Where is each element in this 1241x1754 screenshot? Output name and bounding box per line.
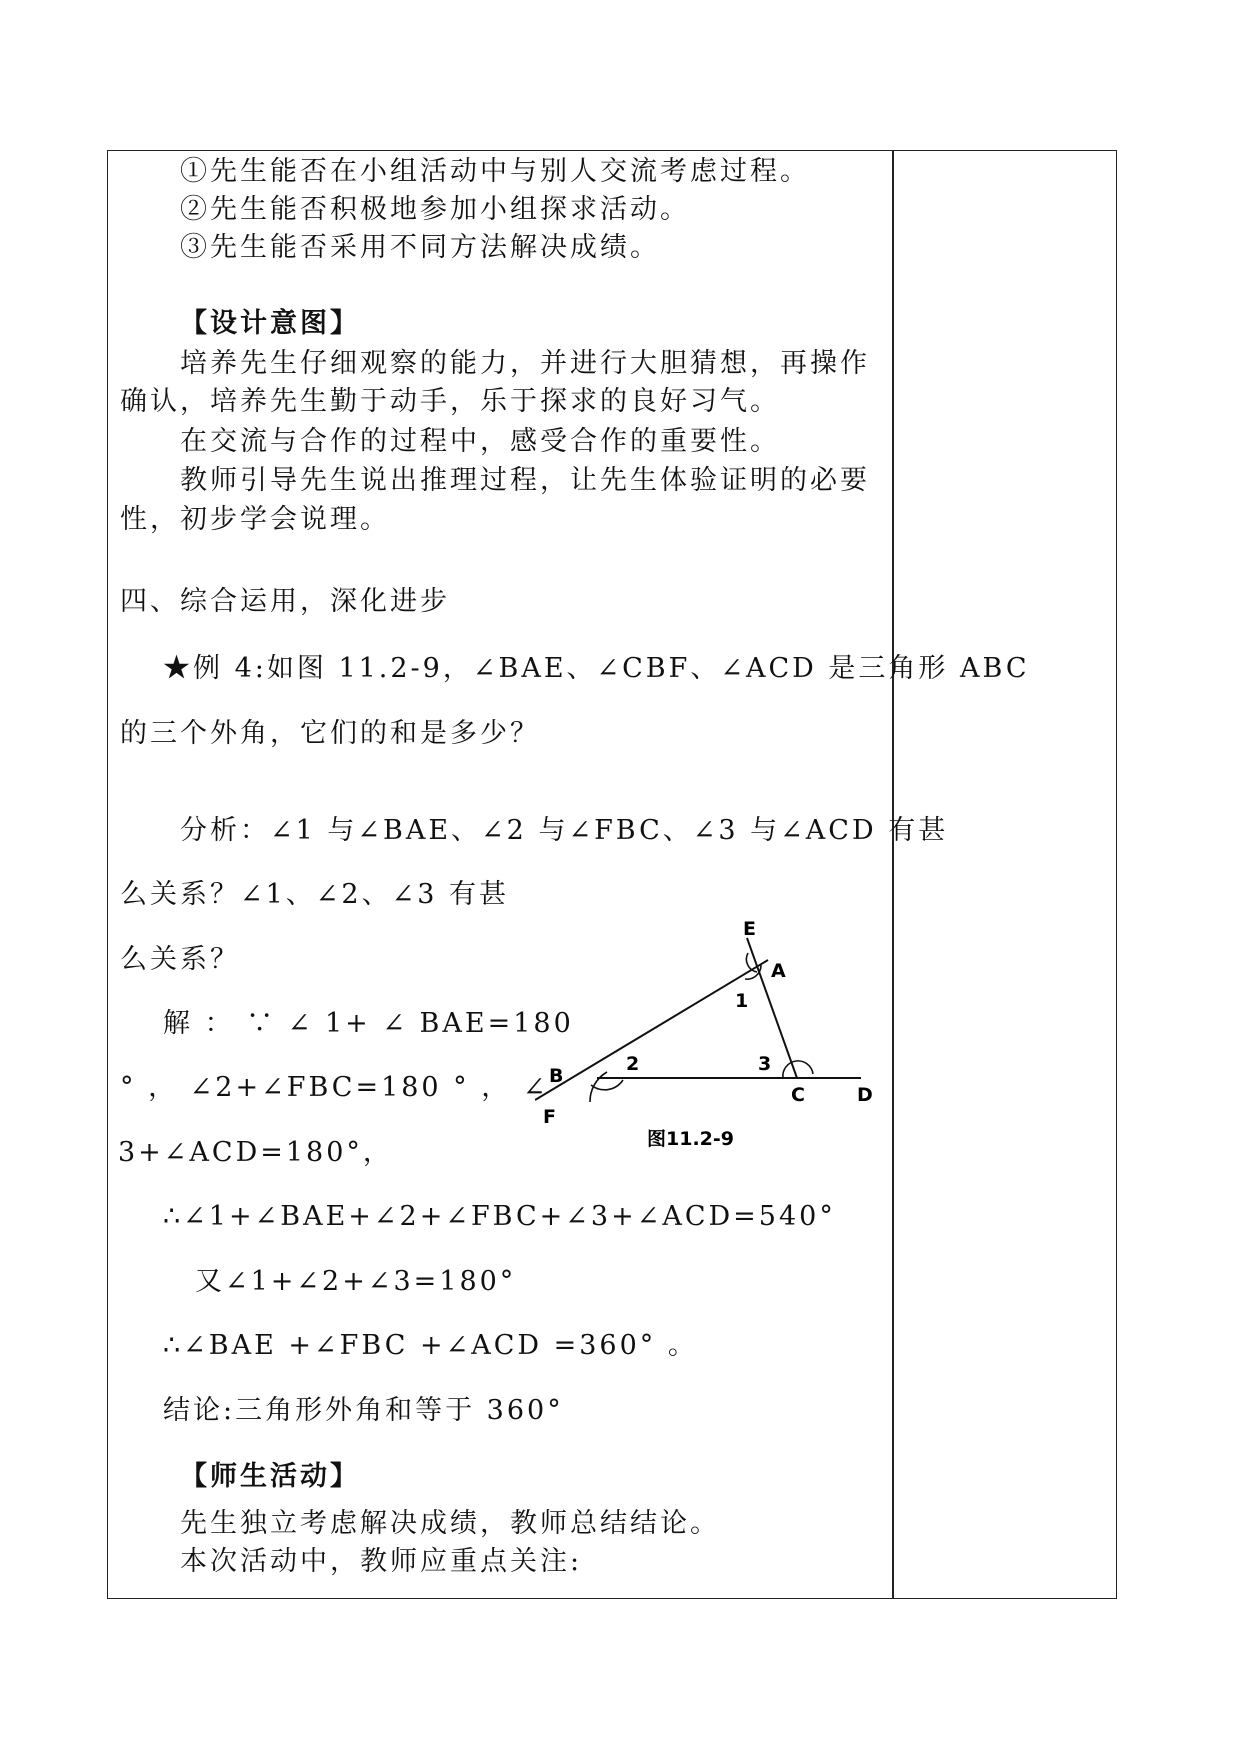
analysis-line-3: 么关系？ xyxy=(120,944,240,975)
solution-line-6: ∴∠BAE +∠FBC +∠ACD =360° 。 xyxy=(163,1330,698,1361)
design-intent-heading: 【设计意图】 xyxy=(180,308,360,339)
solution-line-2: ° ， ∠2+∠FBC=180 ° ， ∠ xyxy=(120,1072,549,1103)
triangle-figure xyxy=(535,915,895,1175)
criterion-2: ②先生能否积极地参加小组探求活动。 xyxy=(180,194,690,225)
label-a: A xyxy=(771,960,786,982)
design-line-5: 性，初步学会说理。 xyxy=(120,504,390,535)
solution-line-5: 又∠1+∠2+∠3=180° xyxy=(195,1266,517,1297)
label-e: E xyxy=(743,918,756,940)
example-4-line-2: 的三个外角，它们的和是多少？ xyxy=(120,718,540,749)
solution-line-1: 解 ： ∵ ∠ 1+ ∠ BAE=180 xyxy=(163,1008,574,1039)
solution-line-3: 3+∠ACD=180°， xyxy=(118,1137,393,1168)
analysis-line-2: 么关系？∠1、∠2、∠3 有甚 xyxy=(120,879,509,910)
conclusion-line: 结论:三角形外角和等于 360° xyxy=(163,1395,564,1426)
activity-line-1: 先生独立考虑解决成绩，教师总结结论。 xyxy=(180,1508,720,1539)
criterion-3: ③先生能否采用不同方法解决成绩。 xyxy=(180,232,660,263)
column-divider xyxy=(892,150,894,1599)
figure-caption: 图11.2-9 xyxy=(647,1128,734,1150)
line-e-c xyxy=(747,938,797,1078)
label-angle-1: 1 xyxy=(735,990,749,1012)
activity-line-2: 本次活动中，教师应重点关注: xyxy=(180,1546,583,1577)
criterion-1: ①先生能否在小组活动中与别人交流考虑过程。 xyxy=(180,156,810,187)
label-c: C xyxy=(791,1084,805,1106)
arc-angle-acd xyxy=(783,1061,813,1078)
label-f: F xyxy=(543,1106,556,1128)
section-4-heading: 四、综合运用，深化进步 xyxy=(120,586,450,617)
analysis-line-1: 分析：∠1 与∠BAE、∠2 与∠FBC、∠3 与∠ACD 有甚 xyxy=(180,815,949,846)
design-line-2: 确认，培养先生勤于动手，乐于探求的良好习气。 xyxy=(120,386,780,417)
label-b: B xyxy=(549,1065,564,1087)
teacher-student-activity-heading: 【师生活动】 xyxy=(180,1461,360,1492)
design-line-1: 培养先生仔细观察的能力，并进行大胆猜想，再操作 xyxy=(180,348,870,379)
example-4-line-1: ★例 4:如图 11.2-9，∠BAE、∠CBF、∠ACD 是三角形 ABC xyxy=(163,653,1030,684)
label-d: D xyxy=(857,1084,873,1106)
solution-line-4: ∴∠1+∠BAE+∠2+∠FBC+∠3+∠ACD=540° xyxy=(163,1201,836,1232)
label-angle-3: 3 xyxy=(758,1053,772,1075)
design-line-3: 在交流与合作的过程中，感受合作的重要性。 xyxy=(180,426,780,457)
label-angle-2: 2 xyxy=(626,1053,640,1075)
design-line-4: 教师引导先生说出推理过程，让先生体验证明的必要 xyxy=(180,465,870,496)
